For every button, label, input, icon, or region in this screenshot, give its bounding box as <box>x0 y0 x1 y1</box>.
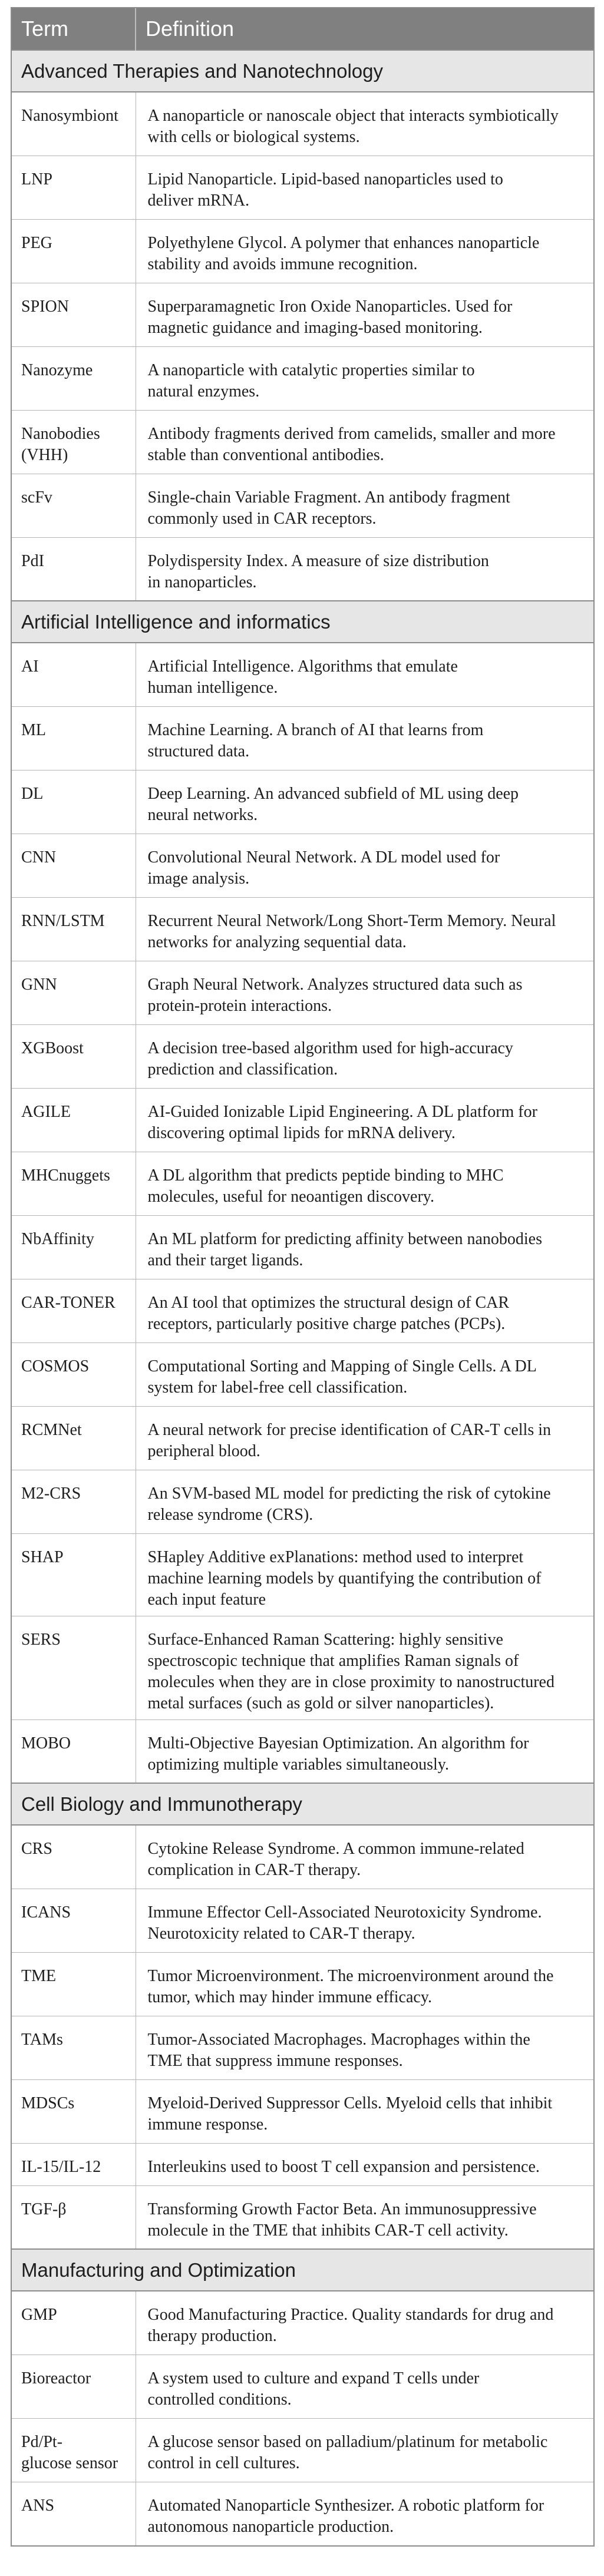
definition-text: spectroscopic technique that amplifies Raman signals of <box>147 1651 519 1670</box>
definition-text: structured data. <box>147 742 250 760</box>
term-text: CNN <box>21 848 57 867</box>
definition-cell <box>136 706 593 770</box>
term-cell <box>12 1152 136 1215</box>
definition-cell <box>136 410 593 474</box>
definition-text: Multi-Objective Bayesian Optimization. An algorithm for <box>147 1734 529 1752</box>
definition-cell <box>136 1215 593 1279</box>
definition-text: Graph Neural Network. Analyzes structured data such as <box>147 975 523 994</box>
definition-cell <box>136 1719 593 1783</box>
definition-text: system for label-free cell classification. <box>147 1378 408 1397</box>
definition-text: Artificial Intelligence. Algorithms that emulate <box>147 657 458 676</box>
term-text: PEG <box>21 233 52 252</box>
term-cell <box>12 706 136 770</box>
definition-text: control in cell cultures. <box>147 2453 300 2472</box>
definition-cell <box>136 1279 593 1342</box>
definition-text: release syndrome (CRS). <box>147 1505 313 1524</box>
definition-cell <box>136 156 593 219</box>
term-text: TAMs <box>21 2030 63 2049</box>
term-text: CRS <box>21 1840 52 1858</box>
table-row <box>12 2418 593 2482</box>
definition-cell <box>136 1533 593 1616</box>
definition-text: Recurrent Neural Network/Long Short-Term Memory. Neural <box>147 911 556 930</box>
definition-cell <box>136 2143 593 2185</box>
definition-cell <box>136 1825 593 1889</box>
definition-cell <box>136 2482 593 2545</box>
definition-text: magnetic guidance and imaging-based monitoring. <box>147 318 483 337</box>
definition-text: An ML platform for predicting affinity between nanobodies <box>147 1229 542 1248</box>
definition-text: discovering optimal lipids for mRNA delivery. <box>147 1123 456 1142</box>
definition-cell <box>136 770 593 834</box>
table-row <box>12 1825 593 1889</box>
definition-text: A nanoparticle with catalytic properties similar to <box>147 361 475 379</box>
term-cell <box>12 537 136 601</box>
term-text: LNP <box>21 170 52 189</box>
table-row <box>12 2355 593 2418</box>
definition-text: machine learning models by quantifying the contribution of <box>147 1569 542 1588</box>
definition-cell <box>136 2418 593 2482</box>
definition-text: Tumor-Associated Macrophages. Macrophages within the <box>147 2030 530 2049</box>
definition-text: An AI tool that optimizes the structural design of CAR <box>147 1293 510 1312</box>
term-text: ANS <box>21 2496 55 2515</box>
section-header-row <box>12 601 593 643</box>
table-row <box>12 346 593 410</box>
definition-text: image analysis. <box>147 869 250 888</box>
term-cell <box>12 2143 136 2185</box>
definition-text: A nanoparticle or nanoscale object that interacts symbiotically <box>147 107 559 125</box>
definition-text: Interleukins used to boost T cell expansion and persistence. <box>147 2157 540 2176</box>
definition-cell <box>136 219 593 283</box>
term-text: NbAffinity <box>21 1229 94 1248</box>
definition-text: Polyethylene Glycol. A polymer that enhances nanoparticle <box>147 233 540 252</box>
definition-text: deliver mRNA. <box>147 191 250 210</box>
table-row <box>12 410 593 474</box>
term-text: ML <box>21 720 46 739</box>
term-text: scFv <box>21 488 52 507</box>
definition-text: receptors, particularly positive charge patches (PCPs). <box>147 1314 506 1333</box>
term-cell <box>12 1719 136 1783</box>
term-cell <box>12 2482 136 2545</box>
definition-text: stability and avoids immune recognition. <box>147 254 418 273</box>
term-cell <box>12 1215 136 1279</box>
table-row <box>12 1024 593 1088</box>
term-cell <box>12 2355 136 2418</box>
table-row <box>12 474 593 537</box>
table-row <box>12 1342 593 1406</box>
term-text: COSMOS <box>21 1357 90 1375</box>
column-header-term: Term <box>12 8 136 50</box>
table-row <box>12 2143 593 2185</box>
term-text: M2-CRS <box>21 1484 81 1503</box>
definition-text: AI-Guided Ionizable Lipid Engineering. A DL platform for <box>147 1102 537 1121</box>
definition-text: immune response. <box>147 2115 268 2134</box>
table-row <box>12 1889 593 1952</box>
table-row <box>12 1215 593 1279</box>
definition-text: Lipid Nanoparticle. Lipid-based nanoparticles used to <box>147 170 503 189</box>
term-text: CAR-TONER <box>21 1293 115 1312</box>
definition-text: natural enzymes. <box>147 382 260 401</box>
term-text: Bioreactor <box>21 2369 91 2387</box>
definition-cell <box>136 2079 593 2143</box>
term-cell <box>12 770 136 834</box>
term-text: glucose sensor <box>21 2453 118 2472</box>
definition-cell <box>136 1470 593 1533</box>
table-row <box>12 961 593 1024</box>
table-row <box>12 643 593 706</box>
definition-text: A system used to culture and expand T cells under <box>147 2369 480 2387</box>
table-row <box>12 1088 593 1152</box>
table-row <box>12 156 593 219</box>
column-header-definition: Definition <box>136 8 593 50</box>
definition-text: A decision tree-based algorithm used for high-accuracy <box>147 1039 513 1057</box>
table-row <box>12 2079 593 2143</box>
definition-text: Superparamagnetic Iron Oxide Nanoparticles. Used for <box>147 297 513 316</box>
definition-text: Polydispersity Index. A measure of size distribution <box>147 551 489 570</box>
definition-text: and their target ligands. <box>147 1251 303 1269</box>
table-row <box>12 1470 593 1533</box>
table-row <box>12 1406 593 1470</box>
term-text: (VHH) <box>21 445 68 464</box>
term-text: MOBO <box>21 1734 71 1752</box>
definition-cell <box>136 1342 593 1406</box>
definition-text: molecules, useful for neoantigen discovery. <box>147 1187 434 1206</box>
table-body <box>12 50 593 2545</box>
term-text: PdI <box>21 551 44 570</box>
section-title: Manufacturing and Optimization <box>12 2249 593 2291</box>
definition-text: molecule in the TME that inhibits CAR-T cell activity. <box>147 2221 509 2240</box>
definition-cell <box>136 1088 593 1152</box>
table-row <box>12 1152 593 1215</box>
definition-text: Cytokine Release Syndrome. A common immune-related <box>147 1840 524 1858</box>
definition-text: metal surfaces (such as gold or silver nanoparticles). <box>147 1694 494 1712</box>
section-header-row <box>12 50 593 92</box>
term-text: GMP <box>21 2306 57 2324</box>
table-row <box>12 2291 593 2355</box>
term-text: AI <box>21 657 39 676</box>
term-cell <box>12 643 136 706</box>
term-cell <box>12 1616 136 1719</box>
term-cell <box>12 2079 136 2143</box>
definition-text: commonly used in CAR receptors. <box>147 509 377 528</box>
definition-cell <box>136 834 593 897</box>
table-row <box>12 2482 593 2545</box>
term-cell <box>12 2291 136 2355</box>
definition-text: Neurotoxicity related to CAR-T therapy. <box>147 1924 415 1943</box>
definition-cell <box>136 474 593 537</box>
definition-text: Single-chain Variable Fragment. An antibody fragment <box>147 488 510 507</box>
term-cell <box>12 156 136 219</box>
table-row <box>12 219 593 283</box>
definition-text: human intelligence. <box>147 679 278 697</box>
table-row <box>12 2185 593 2249</box>
term-text: SERS <box>21 1630 61 1649</box>
definition-text: Transforming Growth Factor Beta. An immunosuppressive <box>147 2200 537 2218</box>
section-title: Cell Biology and Immunotherapy <box>12 1783 593 1825</box>
definition-text: TME that suppress immune responses. <box>147 2051 403 2070</box>
glossary-table-container <box>11 7 595 2547</box>
definition-cell <box>136 1889 593 1952</box>
term-text: MDSCs <box>21 2094 75 2112</box>
definition-cell <box>136 897 593 961</box>
definition-cell <box>136 643 593 706</box>
section-header-row <box>12 2249 593 2291</box>
definition-text: each input feature <box>147 1590 266 1609</box>
definition-text: Tumor Microenvironment. The microenvironment around the <box>147 1966 554 1985</box>
term-text: XGBoost <box>21 1039 84 1057</box>
definition-cell <box>136 1152 593 1215</box>
definition-text: Good Manufacturing Practice. Quality standards for drug and <box>147 2306 554 2324</box>
table-row <box>12 1533 593 1616</box>
term-text: MHCnuggets <box>21 1166 110 1185</box>
table-row <box>12 1616 593 1719</box>
table-row <box>12 1719 593 1783</box>
term-cell <box>12 1825 136 1889</box>
term-cell <box>12 2185 136 2249</box>
definition-text: autonomous nanoparticle production. <box>147 2517 394 2536</box>
definition-text: therapy production. <box>147 2327 277 2345</box>
term-text: RNN/LSTM <box>21 911 105 930</box>
definition-text: in nanoparticles. <box>147 573 257 591</box>
definition-cell <box>136 537 593 601</box>
definition-text: A glucose sensor based on palladium/platinum for metabolic <box>147 2432 548 2451</box>
definition-cell <box>136 1024 593 1088</box>
term-cell <box>12 1533 136 1616</box>
definition-text: controlled conditions. <box>147 2390 292 2409</box>
glossary-table <box>12 8 593 2545</box>
definition-cell <box>136 1406 593 1470</box>
term-cell <box>12 283 136 346</box>
term-cell <box>12 1889 136 1952</box>
term-text: Nanosymbiont <box>21 107 118 125</box>
definition-text: complication in CAR-T therapy. <box>147 1861 361 1879</box>
definition-cell <box>136 1616 593 1719</box>
term-cell <box>12 474 136 537</box>
term-cell <box>12 1952 136 2016</box>
definition-text: prediction and classification. <box>147 1060 338 1079</box>
definition-text: molecules when they are in close proximity to nanostructured <box>147 1672 555 1691</box>
term-cell <box>12 1406 136 1470</box>
term-cell <box>12 961 136 1024</box>
table-row <box>12 2016 593 2079</box>
definition-text: neural networks. <box>147 805 258 824</box>
term-cell <box>12 1088 136 1152</box>
term-cell <box>12 1470 136 1533</box>
term-text: RCMNet <box>21 1420 82 1439</box>
section-header-row <box>12 1783 593 1825</box>
definition-text: SHapley Additive exPlanations: method used to interpret <box>147 1547 524 1566</box>
term-cell <box>12 346 136 410</box>
definition-text: An SVM-based ML model for predicting the risk of cytokine <box>147 1484 551 1503</box>
definition-text: networks for analyzing sequential data. <box>147 932 407 951</box>
table-row <box>12 537 593 601</box>
definition-text: Convolutional Neural Network. A DL model used for <box>147 848 500 867</box>
term-cell <box>12 219 136 283</box>
term-text: SPION <box>21 297 69 316</box>
section-title: Advanced Therapies and Nanotechnology <box>12 50 593 92</box>
definition-text: peripheral blood. <box>147 1441 260 1460</box>
term-text: DL <box>21 784 44 803</box>
definition-text: Myeloid-Derived Suppressor Cells. Myeloid cells that inhibit <box>147 2094 553 2112</box>
definition-cell <box>136 2016 593 2079</box>
definition-cell <box>136 346 593 410</box>
term-cell <box>12 1279 136 1342</box>
definition-text: tumor, which may hinder immune efficacy. <box>147 1988 433 2006</box>
table-row <box>12 1952 593 2016</box>
term-cell <box>12 834 136 897</box>
definition-text: Immune Effector Cell-Associated Neurotoxicity Syndrome. <box>147 1903 542 1922</box>
definition-cell <box>136 283 593 346</box>
term-text: ICANS <box>21 1903 71 1922</box>
definition-text: A DL algorithm that predicts peptide binding to MHC <box>147 1166 504 1185</box>
term-cell <box>12 897 136 961</box>
term-text: Pd/Pt- <box>21 2432 63 2451</box>
term-cell <box>12 92 136 156</box>
term-cell <box>12 1024 136 1088</box>
definition-cell <box>136 2355 593 2418</box>
term-cell <box>12 2016 136 2079</box>
definition-text: optimizing multiple variables simultaneously. <box>147 1755 449 1774</box>
term-cell <box>12 1342 136 1406</box>
definition-text: Computational Sorting and Mapping of Single Cells. A DL <box>147 1357 537 1375</box>
term-text: GNN <box>21 975 57 994</box>
definition-text: Machine Learning. A branch of AI that learns from <box>147 720 484 739</box>
table-row <box>12 283 593 346</box>
term-text: IL-15/IL-12 <box>21 2157 101 2176</box>
table-header-row <box>12 8 593 50</box>
definition-text: A neural network for precise identification of CAR-T cells in <box>147 1420 552 1439</box>
definition-text: Deep Learning. An advanced subfield of ML using deep <box>147 784 519 803</box>
definition-text: Antibody fragments derived from camelids, smaller and more <box>147 424 556 443</box>
table-row <box>12 897 593 961</box>
term-cell <box>12 2418 136 2482</box>
definition-cell <box>136 961 593 1024</box>
definition-text: Surface-Enhanced Raman Scattering: highly sensitive <box>147 1630 503 1649</box>
section-title: Artificial Intelligence and informatics <box>12 601 593 643</box>
definition-text: Automated Nanoparticle Synthesizer. A robotic platform for <box>147 2496 544 2515</box>
definition-cell <box>136 92 593 156</box>
table-row <box>12 834 593 897</box>
table-row <box>12 770 593 834</box>
term-text: SHAP <box>21 1547 64 1566</box>
term-cell <box>12 410 136 474</box>
term-text: AGILE <box>21 1102 71 1121</box>
table-row <box>12 1279 593 1342</box>
definition-cell <box>136 2291 593 2355</box>
definition-cell <box>136 2185 593 2249</box>
term-text: Nanozyme <box>21 361 93 379</box>
term-text: TGF-β <box>21 2200 67 2218</box>
term-text: Nanobodies <box>21 424 100 443</box>
definition-cell <box>136 1952 593 2016</box>
table-row <box>12 706 593 770</box>
definition-text: with cells or biological systems. <box>147 128 360 146</box>
definition-text: protein-protein interactions. <box>147 996 332 1015</box>
definition-text: stable than conventional antibodies. <box>147 445 384 464</box>
term-text: TME <box>21 1966 57 1985</box>
table-row <box>12 92 593 156</box>
